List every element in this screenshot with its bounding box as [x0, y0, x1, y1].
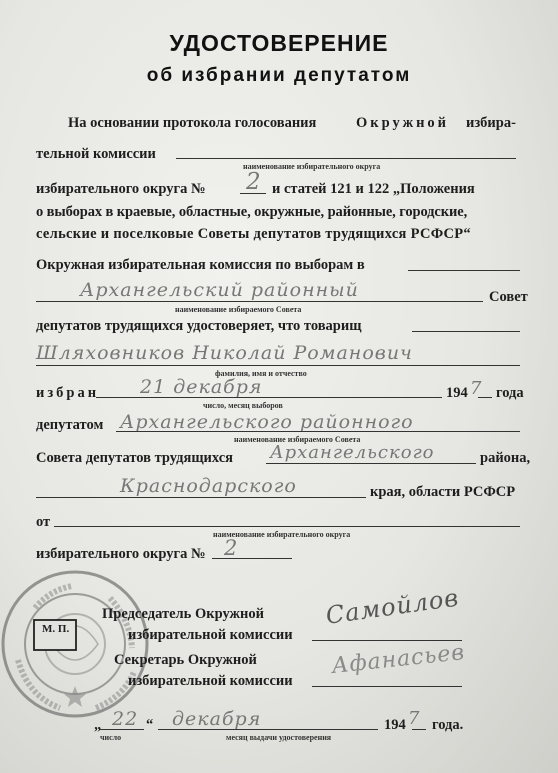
blank-line [412, 729, 426, 730]
text-protocol: На основании протокола голосования [68, 115, 317, 131]
blank-line [478, 397, 492, 398]
signature-line [312, 686, 462, 687]
handwritten-year-digit: 7 [470, 378, 483, 399]
handwritten-district-no-2: 2 [224, 536, 239, 560]
caption-issue-day: число [100, 733, 122, 742]
blank-line [54, 526, 520, 527]
handwritten-issue-month: декабря [172, 708, 262, 730]
text-raiona: района, [480, 450, 531, 466]
text-ot: от [36, 514, 51, 530]
text-secretary-2: избирательной комиссии [128, 673, 293, 689]
caption-district-2: наименование избирательного округа [213, 530, 351, 539]
blank-line [100, 729, 144, 730]
text-district-no: избирательного округа № [36, 181, 206, 197]
stamp-place-mark: М. П. [42, 623, 70, 635]
text-issue-year: 194 [384, 717, 406, 733]
caption-council: наименование избираемого Совета [175, 305, 302, 314]
blank-line [36, 365, 520, 366]
blank-line [176, 158, 516, 159]
handwritten-raion: Архангельского [270, 442, 435, 463]
blank-line [412, 331, 520, 332]
caption-person: фамилия, имя и отчество [215, 369, 307, 378]
chairman-signature: Самойлов [324, 583, 461, 630]
blank-line [212, 558, 292, 559]
text-izbira: избира- [466, 115, 516, 131]
handwritten-issue-year-digit: 7 [408, 708, 421, 729]
caption-issue-month: месяц выдачи удостоверения [226, 733, 332, 742]
handwritten-person-name: Шляховников Николай Романович [36, 342, 413, 364]
blank-line [266, 463, 476, 464]
document-subtitle: об избрании депутатом [146, 65, 412, 86]
blank-line [36, 497, 366, 498]
text-regulation-2: сельские и поселковые Советы депутатов трудящихся РСФСР“ [36, 226, 471, 242]
signature-line [312, 640, 462, 641]
handwritten-election-date: 21 декабря [140, 376, 263, 398]
document-title: УДОСТОВЕРЕНИЕ [169, 30, 389, 56]
caption-election-date: число, месяц выборов [203, 401, 283, 410]
blank-line [36, 301, 483, 302]
blank-line [408, 270, 520, 271]
text-chairman-2: избирательной комиссии [128, 627, 293, 643]
text-sovet: Совет [489, 289, 528, 305]
text-issue-goda: года. [432, 717, 464, 733]
text-year: 194 [446, 385, 468, 401]
text-izbran: избран [36, 385, 100, 401]
handwritten-krai: Краснодарского [120, 475, 297, 497]
text-chairman-1: Председатель Окружной [102, 606, 265, 622]
text-deputatom: депутатом [36, 417, 104, 433]
handwritten-council: Архангельский районный [80, 279, 359, 301]
text-soveta: Совета депутатов трудящихся [36, 450, 234, 466]
caption-council-2: наименование избираемого Совета [234, 435, 361, 444]
handwritten-issue-day: 22 [112, 708, 139, 730]
text-okruzhnoi: Окружной [356, 115, 450, 131]
caption-district-name: наименование избирательного округа [243, 162, 381, 171]
text-secretary-1: Секретарь Окружной [114, 652, 257, 668]
blank-line [158, 729, 378, 730]
quote-open: „ [94, 717, 102, 733]
text-okrug-commission: Окружная избирательная комиссия по выборам в [36, 257, 365, 273]
text-komissii: тельной комиссии [36, 146, 156, 162]
round-seal-stamp [0, 568, 165, 728]
text-articles: и статей 121 и 122 „Положения [272, 181, 475, 197]
text-district-label: избирательного округа № [36, 546, 206, 562]
quote-close: “ [146, 717, 154, 733]
text-goda: года [496, 385, 524, 401]
blank-line [240, 193, 266, 194]
text-regulation-1: о выборах в краевые, областные, окружные, районные, городские, [36, 204, 468, 220]
secretary-signature: Афанасьев [330, 640, 467, 679]
handwritten-council-2: Архангельского районного [120, 411, 414, 433]
text-certifies: депутатов трудящихся удостоверяет, что товарищ [36, 318, 362, 334]
blank-line [116, 431, 520, 432]
text-krai: края, области РСФСР [370, 484, 516, 500]
handwritten-district-no: 2 [246, 169, 262, 195]
